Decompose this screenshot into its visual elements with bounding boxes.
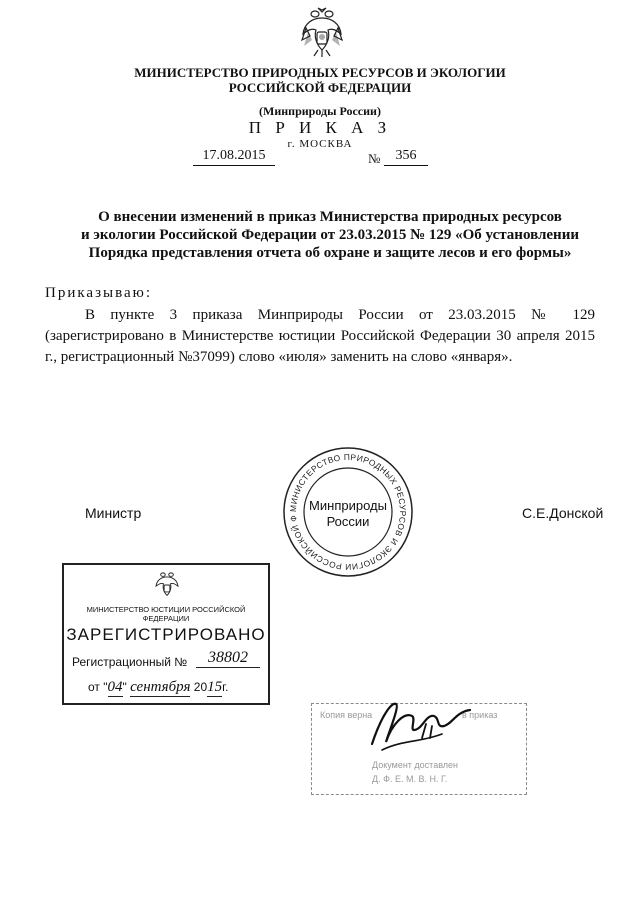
registration-date-suffix: г. [222,680,229,694]
handwritten-signature-icon [352,694,482,754]
copy-stamp-line4: Д. Ф. Е. М. В. Н. Г. [372,774,448,784]
order-word: Приказываю: [45,285,152,301]
document-type: П Р И К А З [248,118,392,137]
document-title [50,208,610,262]
ministry-name-line2: РОССИЙСКОЙ ФЕДЕРАЦИИ [228,80,412,95]
coat-of-arms-icon [300,6,344,58]
copy-stamp-line1: Копия верна [320,710,373,720]
registration-date-prefix: от " [88,680,108,694]
document-date: 17.08.2015 [193,148,275,166]
registration-ministry: МИНИСТЕРСТВО ЮСТИЦИИ РОССИЙСКОЙ ФЕДЕРАЦИИ [86,605,246,623]
registration-date-year-prefix: 20 [190,680,208,694]
registration-date-day: 04 [107,679,123,695]
registration-date-month: сентября [130,679,191,695]
round-seal-icon [282,446,414,578]
registration-number: 38802 [196,649,260,668]
registration-date-mid: " [122,680,131,694]
coat-of-arms-icon [154,570,180,600]
registration-date [88,679,228,697]
ministry-short-name: (Минприроды России) [259,104,381,118]
body-paragraph: В пункте 3 приказа Минприроды России от 23.03.2015 № 129 (зарегистрировано в Министерстве юстиции Российской Федерации 30 апреля 2015 г., регистрационный №37099) слово «июля» заменить на слово «января». [45,307,595,365]
document-city: г. МОСКВА [287,138,353,150]
document-number: 356 [384,148,428,166]
ministry-name [0,65,640,95]
ministry-name-line1: МИНИСТЕРСТВО ПРИРОДНЫХ РЕСУРСОВ И ЭКОЛОГИИ [134,65,506,80]
copy-stamp-line3: Документ доставлен [372,760,459,770]
copy-certification-stamp [311,703,527,795]
title-line1: О внесении изменений в приказ Министерства природных ресурсов [98,209,562,225]
registration-number-label: Регистрационный № [72,655,188,669]
title-line3: Порядка представления отчета об охране и защите лесов и его формы» [88,245,572,261]
copy-stamp-line2: в приказ [462,710,498,720]
seal-center-line2: России [326,514,370,529]
registration-status: ЗАРЕГИСТРИРОВАНО [66,625,266,644]
seal-ring-text: МИНИСТЕРСТВО ПРИРОДНЫХ РЕСУРСОВ И ЭКОЛОГИИ РОССИЙСКОЙ Ф [287,451,409,573]
signatory-position: Министр [85,505,142,521]
registration-stamp [62,563,270,705]
registration-date-year: 15 [207,679,223,695]
signatory-name: С.Е.Донской [522,505,604,521]
number-sign: № [368,151,381,166]
seal-center-line1: Минприроды [309,498,387,513]
title-line2: и экологии Российской Федерации от 23.03.2015 № 129 «Об установлении [81,227,579,243]
